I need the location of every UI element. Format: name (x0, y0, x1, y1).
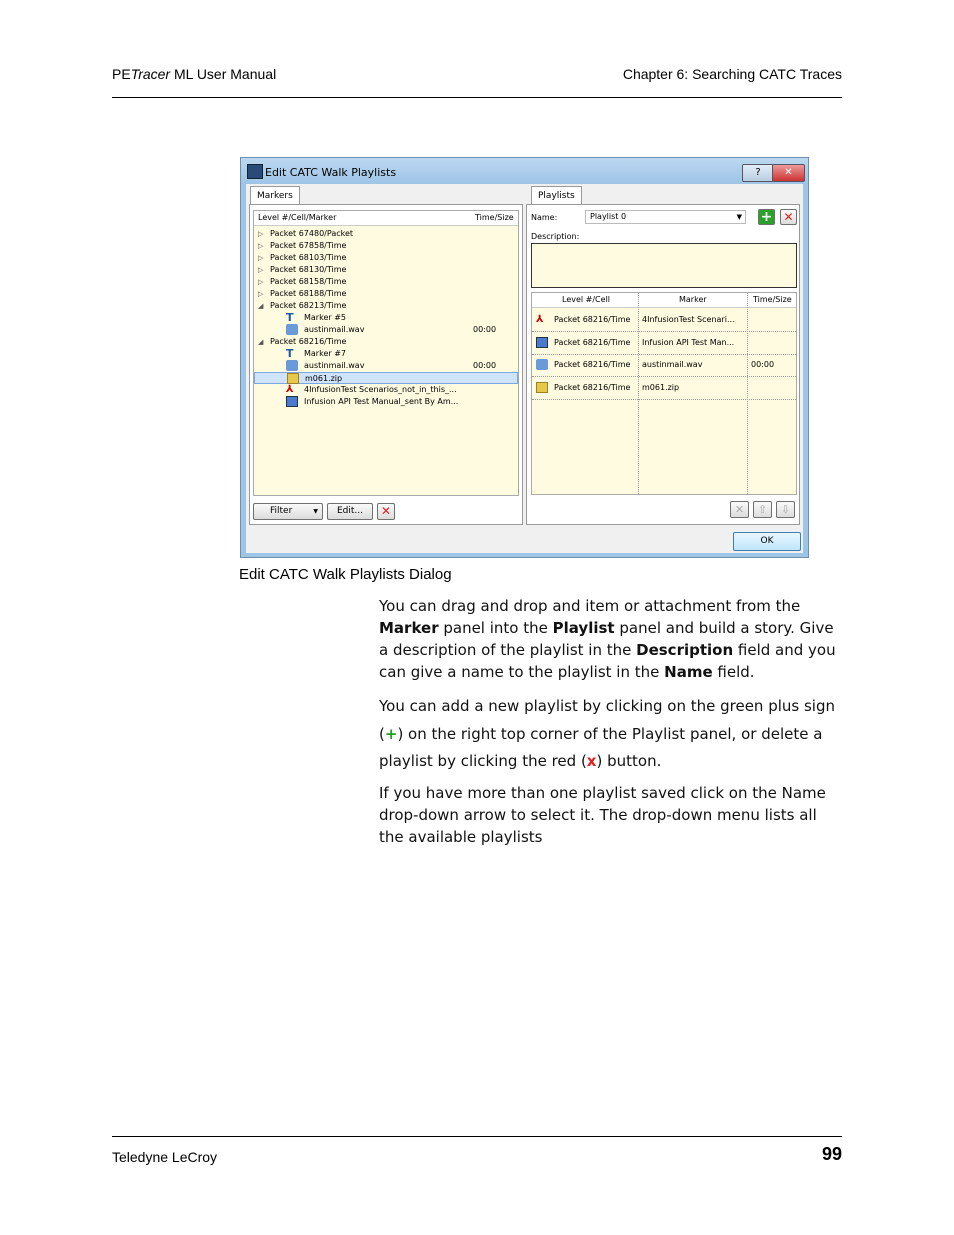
tree-item[interactable] (254, 396, 518, 408)
figure-caption: Edit CATC Walk Playlists Dialog (239, 566, 452, 583)
dialog-titlebar (241, 158, 808, 184)
tree-item[interactable] (254, 276, 518, 288)
edit-button[interactable]: Edit... (327, 503, 373, 520)
col-time: Time/Size (475, 213, 514, 222)
playlist-row-time: 00:00 (751, 360, 775, 369)
footer-company: Teledyne LeCroy (112, 1149, 218, 1165)
markers-column-header (254, 211, 518, 226)
help-button[interactable]: ? (742, 164, 774, 182)
tab-playlists[interactable]: Playlists (531, 186, 582, 205)
tree-item-label: Marker #7 (304, 349, 346, 358)
running-header-chapter: Chapter 6: Searching CATC Traces (622, 66, 842, 82)
tree-item-label: Packet 68213/Time (270, 301, 347, 310)
tree-item-label: Packet 68188/Time (270, 289, 347, 298)
tree-item-label: Infusion API Test Manual_sent By Am... (304, 397, 459, 406)
delete-playlist-button[interactable]: ✕ (780, 209, 797, 225)
tree-item-time: 00:00 (473, 325, 497, 334)
playlists-panel (526, 204, 800, 525)
red-x-icon: x (586, 752, 597, 770)
grid-col-level: Level #/Cell (562, 295, 611, 304)
tree-item-time: 00:00 (473, 361, 497, 370)
tree-item[interactable] (254, 384, 518, 396)
dropdown-arrow-icon: ▼ (313, 508, 318, 515)
tree-item-label: Packet 67480/Packet (270, 229, 354, 238)
tree-item-label: Packet 68158/Time (270, 277, 347, 286)
playlist-row-marker: austinmail.wav (642, 360, 703, 369)
grid-column-header (532, 293, 796, 308)
name-label: Name: (531, 213, 558, 222)
playlist-row-level: Packet 68216/Time (554, 360, 631, 369)
app-icon (247, 164, 263, 179)
markers-panel (249, 204, 523, 525)
tree-item[interactable] (254, 264, 518, 276)
footer-rule (112, 1136, 842, 1137)
ok-button[interactable]: OK (733, 532, 801, 551)
pdf-file-icon: ⅄ (286, 384, 294, 395)
description-input[interactable] (531, 243, 797, 288)
description-label: Description: (531, 232, 580, 241)
filter-button[interactable]: Filter ▼ (253, 503, 323, 520)
audio-file-icon (536, 359, 548, 370)
move-down-button[interactable]: ⇩ (776, 501, 795, 518)
tree-item-label: Packet 68103/Time (270, 253, 347, 262)
dialog-client (246, 184, 803, 553)
grid-column-divider (747, 293, 748, 494)
tree-item[interactable] (254, 288, 518, 300)
document-file-icon (536, 337, 548, 348)
expand-toggle-icon[interactable]: ▷ (258, 266, 264, 274)
tree-item[interactable] (254, 360, 518, 372)
audio-file-icon (286, 324, 298, 335)
tree-item-label: austinmail.wav (304, 361, 365, 370)
tree-item-label: Packet 68216/Time (270, 337, 347, 346)
tree-item[interactable] (254, 312, 518, 324)
expand-toggle-icon[interactable]: ▷ (258, 278, 264, 286)
grid-column-divider (638, 293, 639, 494)
expand-toggle-icon[interactable]: ▷ (258, 254, 264, 262)
marker-icon: T (286, 347, 294, 360)
grid-col-time: Time/Size (753, 295, 792, 304)
zip-file-icon (536, 382, 548, 393)
paragraph-select-playlist: If you have more than one playlist saved click on the Name drop-down arrow to select it. The drop-down menu lists all the available playlists (379, 784, 826, 846)
pdf-file-icon: ⅄ (536, 314, 544, 325)
tree-item-label: Packet 67858/Time (270, 241, 347, 250)
playlist-row-level: Packet 68216/Time (554, 382, 631, 392)
tree-item[interactable] (254, 240, 518, 252)
playlist-row-marker: 4InfusionTest Scenari... (642, 315, 735, 324)
playlist-row[interactable] (532, 332, 796, 355)
page-number: 99 (821, 1144, 842, 1164)
playlist-row[interactable] (532, 309, 796, 332)
playlist-row-marker: m061.zip (642, 382, 680, 392)
tree-item[interactable] (254, 372, 518, 384)
tree-item[interactable] (254, 252, 518, 264)
marker-icon: T (286, 311, 294, 324)
playlist-row[interactable] (532, 377, 796, 400)
grid-col-marker: Marker (679, 295, 707, 304)
tab-markers[interactable]: Markers (250, 186, 300, 205)
expand-toggle-icon[interactable]: ◢ (258, 338, 264, 346)
move-up-button[interactable]: ⇧ (753, 501, 772, 518)
remove-item-button[interactable]: ✕ (730, 501, 749, 518)
tree-item-label: 4InfusionTest Scenarios_not_in_this_... (304, 385, 457, 394)
green-plus-icon: + (384, 724, 398, 743)
expand-toggle-icon[interactable]: ◢ (258, 302, 264, 310)
close-button[interactable]: ✕ (772, 164, 805, 182)
playlist-row[interactable] (532, 354, 796, 377)
zip-file-icon (287, 373, 299, 384)
add-playlist-button[interactable]: + (758, 209, 775, 225)
playlist-name-select[interactable]: Playlist 0 ▼ (585, 210, 746, 224)
dropdown-arrow-icon: ▼ (736, 213, 742, 221)
tree-item[interactable] (254, 228, 518, 240)
paragraph-add-playlist: You can add a new playlist by clicking on the green plus sign (+) on the right top corner of the Playlist panel, or delete a playlist by clicking the red (x) button. (379, 697, 835, 770)
tree-item[interactable] (254, 324, 518, 336)
dialog-title: Edit CATC Walk Playlists (265, 166, 397, 179)
running-header-title: PETracer ML User Manual (112, 66, 277, 82)
audio-file-icon (286, 360, 298, 371)
playlist-row-marker: Infusion API Test Man... (642, 337, 735, 347)
tree-item-label: m061.zip (305, 374, 343, 383)
playlist-row-level: Packet 68216/Time (554, 315, 631, 324)
document-file-icon (286, 396, 298, 407)
tree-item[interactable] (254, 348, 518, 360)
paragraph-drag-drop: You can drag and drop and item or attachment from the Marker panel into the Playlist panel and build a story. Give a description of the playlist in the Description field and you can give a name to the playlist in the Name field. (379, 597, 836, 681)
dialog-screenshot (240, 157, 809, 558)
expand-toggle-icon[interactable]: ▷ (258, 290, 264, 298)
playlist-grid (531, 292, 797, 495)
tree-item-label: austinmail.wav (304, 325, 365, 334)
expand-toggle-icon[interactable]: ▷ (258, 242, 264, 250)
header-rule (112, 97, 842, 98)
markers-tree (253, 210, 519, 496)
tree-item-label: Packet 68130/Time (270, 265, 347, 274)
delete-marker-button[interactable]: ✕ (377, 503, 395, 520)
col-level: Level #/Cell/Marker (258, 213, 337, 222)
tree-item-label: Marker #5 (304, 313, 346, 322)
expand-toggle-icon[interactable]: ▷ (258, 230, 264, 238)
playlist-row-level: Packet 68216/Time (554, 337, 631, 347)
